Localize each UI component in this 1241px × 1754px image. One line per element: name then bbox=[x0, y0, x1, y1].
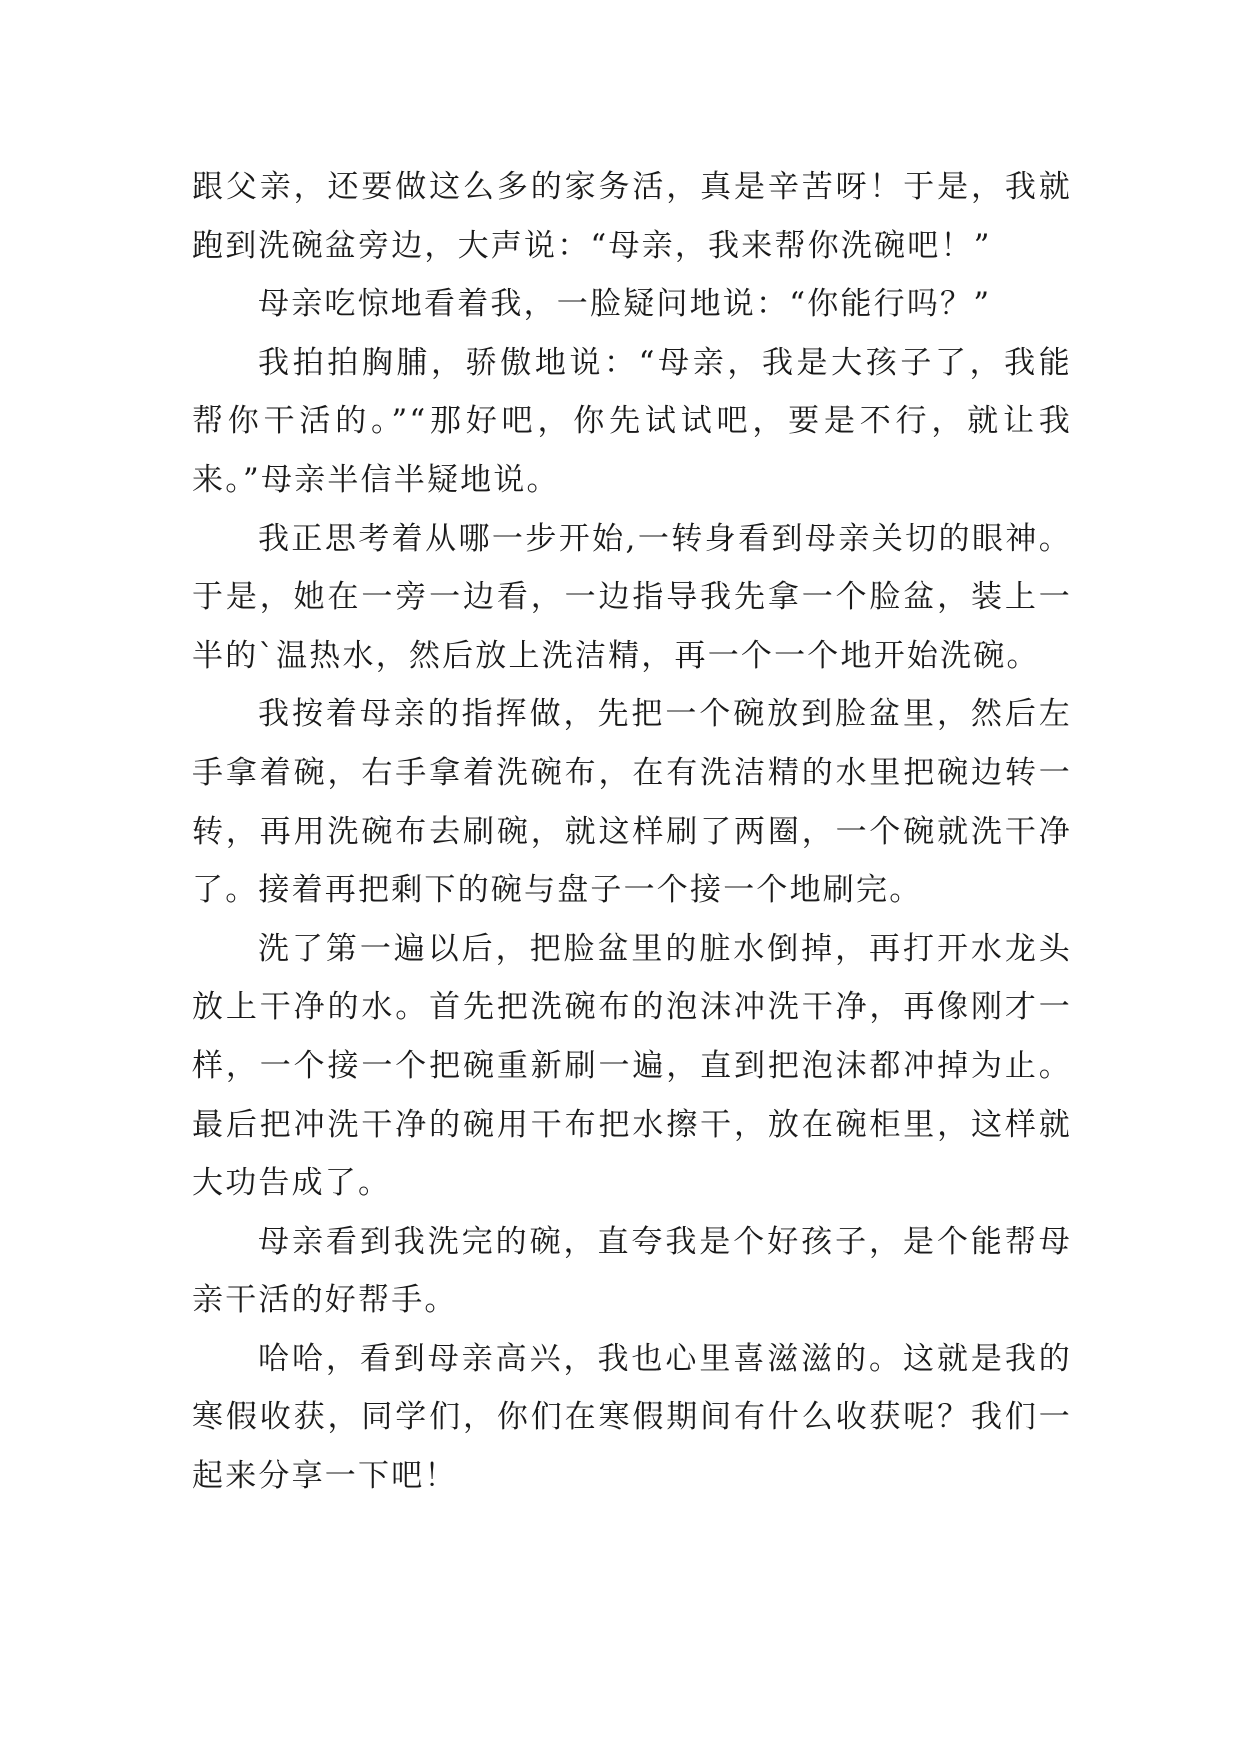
paragraph-5: 我按着母亲的指挥做，先把一个碗放到脸盆里，然后左手拿着碗，右手拿着洗碗布，在有洗洁精的水里把碗边转一转，再用洗碗布去刷碗，就这样刷了两圈，一个碗就洗干净了。接着再把剩下的碗与盘子一个接一个地刷完。 bbox=[192, 696, 1072, 909]
paragraph-4: 我正思考着从哪一步开始,一转身看到母亲关切的眼神。于是，她在一旁一边看，一边指导我先拿一个脸盆，装上一半的`温热水，然后放上洗洁精，再一个一个地开始洗碗。 bbox=[192, 520, 1072, 674]
paragraph-3: 我拍拍胸脯，骄傲地说：“母亲，我是大孩子了，我能帮你干活的。”“那好吧，你先试试吧，要是不行，就让我来。”母亲半信半疑地说。 bbox=[192, 344, 1072, 498]
paragraph-8: 哈哈，看到母亲高兴，我也心里喜滋滋的。这就是我的寒假收获，同学们，你们在寒假期间有什么收获呢？我们一起来分享一下吧！ bbox=[192, 1340, 1072, 1495]
paragraph-7: 母亲看到我洗完的碗，直夸我是个好孩子，是个能帮母亲干活的好帮手。 bbox=[192, 1223, 1072, 1319]
paragraph-1: 跟父亲，还要做这么多的家务活，真是辛苦呀！于是，我就跑到洗碗盆旁边，大声说：“母亲，我来帮你洗碗吧！” bbox=[192, 169, 1072, 264]
document-body bbox=[192, 158, 1072, 1506]
paragraph-6: 洗了第一遍以后，把脸盆里的脏水倒掉，再打开水龙头放上干净的水。首先把洗碗布的泡沫冲洗干净，再像刚才一样，一个接一个把碗重新刷一遍，直到把泡沫都冲掉为止。最后把冲洗干净的碗用干布把水擦干，放在碗柜里，这样就大功告成了。 bbox=[192, 930, 1072, 1202]
paragraph-2: 母亲吃惊地看着我，一脸疑问地说：“你能行吗？” bbox=[258, 286, 992, 323]
